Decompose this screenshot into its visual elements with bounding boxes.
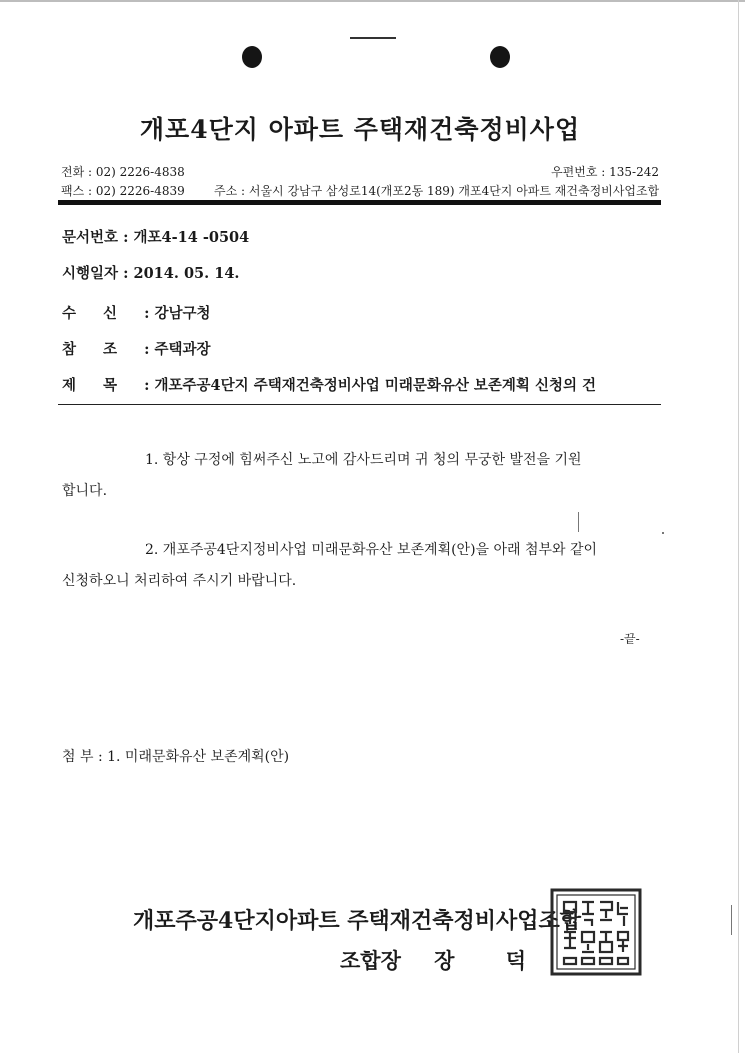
scan-right-edge [738, 0, 739, 1053]
header-address: 주소 : 서울시 강남구 삼성로14(개포2동 189) 개포4단지 아파트 재건축정비사업조합 [214, 184, 660, 198]
field-value: 강남구청 [154, 305, 211, 322]
signature-name-last: 덕 [505, 948, 527, 973]
field-value: 개포4-14 -0504 [133, 229, 250, 246]
field-label: 제 목 : [62, 377, 150, 394]
field-value: 개포주공4단지 주택재건축정비사업 미래문화유산 보존계획 신청의 건 [154, 377, 597, 394]
punch-hole-right [490, 46, 510, 68]
field-reference [62, 338, 211, 359]
header-phone: 전화 : 02) 2226-4838 [61, 165, 185, 179]
header-postal-code: 우편번호 : 135-242 [551, 165, 659, 179]
punch-hole-left [242, 46, 262, 68]
organization-title: 개포4단지 아파트 주택재건축정비사업 [139, 115, 581, 144]
signature-organization: 개포주공4단지아파트 주택재건축정비사업조합 [133, 908, 582, 934]
scan-top-edge [0, 0, 745, 2]
body-paragraph-2-line-1: 2. 개포주공4단지정비사업 미래문화유산 보존계획(안)을 아래 첨부와 같이 [145, 542, 598, 558]
end-mark: -끝- [620, 632, 640, 646]
header-divider [58, 200, 661, 205]
header-fax: 팩스 : 02) 2226-4839 [61, 184, 185, 198]
signature-title: 조합장 [340, 948, 401, 973]
body-paragraph-1-line-1: 1. 항상 구정에 힘써주신 노고에 감사드리며 귀 청의 무궁한 발전을 기원 [145, 452, 582, 468]
seal-glyphs [564, 902, 628, 964]
field-document-number [62, 226, 249, 247]
field-issue-date [62, 262, 239, 283]
signature-name-first: 장 [434, 948, 455, 973]
body-paragraph-2-line-2: 신청하오니 처리하여 주시기 바랍니다. [62, 573, 297, 589]
field-recipient [62, 302, 211, 323]
attachment-line: 첨 부 : 1. 미래문화유산 보존계획(안) [62, 749, 290, 765]
field-label: 참 조 : [62, 341, 150, 358]
field-label: 문서번호 : [62, 229, 129, 246]
scan-speck [662, 532, 664, 534]
field-value: 2014. 05. 14. [133, 265, 240, 282]
subject-divider [58, 404, 661, 405]
top-dash-mark [350, 37, 396, 39]
field-subject [62, 374, 596, 395]
official-seal [550, 888, 642, 976]
body-paragraph-1-line-2: 합니다. [62, 483, 108, 499]
scan-speck [578, 512, 579, 532]
field-value: 주택과장 [154, 341, 211, 358]
signature-chairman [340, 945, 526, 975]
field-label: 수 신 : [62, 305, 150, 322]
scan-speck [731, 905, 732, 935]
field-label: 시행일자 : [62, 265, 129, 282]
